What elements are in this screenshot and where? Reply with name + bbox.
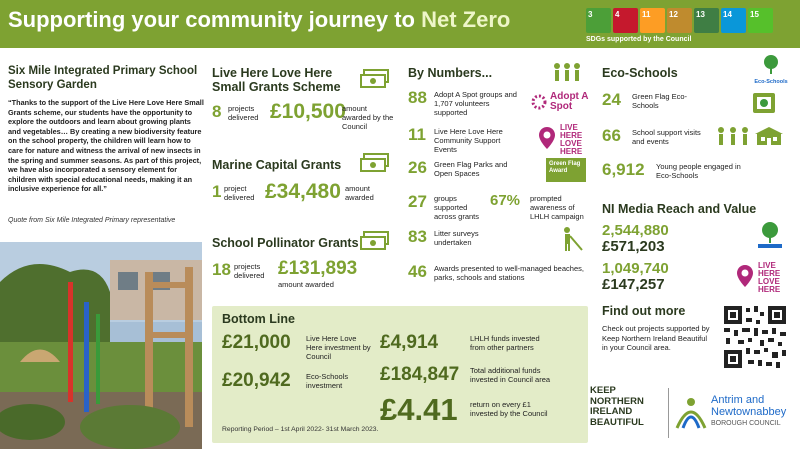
qr-code-icon[interactable] — [722, 304, 788, 370]
council-logo: Antrim and Newtownabbey BOROUGH COUNCIL — [668, 388, 796, 438]
sdg-11-icon: 11 — [640, 8, 665, 33]
media-heading: NI Media Reach and Value — [602, 202, 757, 216]
money-icon — [360, 68, 390, 90]
page-title: Supporting your community journey to Net Zero — [8, 7, 511, 32]
lhlh-logo: LIVE HERE LOVE HERE — [560, 123, 583, 156]
bn-awards-num: 46 — [408, 262, 427, 281]
sdg-3-icon: 3 — [586, 8, 611, 33]
header-banner — [0, 0, 800, 48]
bottom-line-heading: Bottom Line — [222, 312, 295, 326]
reporting-period: Reporting Period – 1st April 2022- 31st March 2023. — [222, 426, 379, 433]
location-pin-icon — [538, 126, 556, 150]
by-numbers-heading: By Numbers... — [408, 66, 493, 80]
sdg-13-icon: 13 — [694, 8, 719, 33]
location-pin-icon — [736, 264, 754, 288]
eco-young-num: 6,912 — [602, 160, 645, 179]
kni-logo: KEEP NORTHERN IRELAND BEAUTIFUL — [590, 385, 644, 428]
sdg-15-icon: 15 — [748, 8, 773, 33]
marine-grants-count-label: project delivered — [224, 184, 255, 202]
bn-litter-num: 83 — [408, 227, 427, 246]
money-icon — [360, 152, 390, 174]
bl-eco-investment-label: Eco-Schools investment — [306, 372, 349, 390]
bn-adopt-label: Adopt A Spot groups and 1,707 volunteers supported — [434, 90, 517, 117]
pollinator-grants-count-label: projects delivered — [234, 262, 265, 280]
sdg-12-icon: 12 — [667, 8, 692, 33]
bn-awards-label: Awards presented to well-managed beaches, parks, schools and stations — [434, 264, 584, 282]
media-lhlh-value: £147,257 — [602, 276, 665, 293]
pollinator-grants-count: 18 — [212, 260, 231, 279]
marine-grants-heading: Marine Capital Grants — [212, 158, 342, 172]
bl-total-funds: £184,847 — [380, 364, 460, 385]
media-eco-reach: 2,544,880 — [602, 222, 669, 239]
marine-grants-count: 1 — [212, 182, 222, 201]
eco-visits-label: School support visits and events — [632, 128, 701, 146]
eco-visits-num: 66 — [602, 126, 621, 145]
bn-events-num: 11 — [408, 125, 426, 144]
garden-photo — [0, 242, 202, 449]
find-out-more-heading: Find out more — [602, 304, 686, 318]
find-out-more-text: Check out projects supported by Keep Northern Ireland Beautiful in your Council area. — [602, 324, 710, 352]
bn-green-flag-num: 26 — [408, 158, 427, 177]
school-quote: “Thanks to the support of the Live Here Love Here Small Grants scheme, our students have the opportunity to explore the outdoors and learn about growing plants and vegetables… By creating a new biodiversity feature on the school property, the children will learn how to care for nature and witness the arrival of new insects in the spring and summer seasons. As part of this project, we have also incorporated a sensory element for children with special educational needs, making it an inclusive experience for all.” — [8, 98, 204, 194]
school-title: Six Mile Integrated Primary School Sensory Garden — [8, 65, 198, 91]
adopt-a-spot-logo: Adopt A Spot — [530, 92, 590, 112]
money-icon — [360, 230, 390, 252]
sdg-icons — [586, 8, 773, 33]
eco-young-label: Young people engaged in Eco-Schools — [656, 162, 741, 180]
adopt-a-spot-icon — [530, 93, 548, 111]
small-grants-count-label: projects delivered — [228, 104, 259, 122]
bn-adopt-num: 88 — [408, 88, 427, 107]
bn-green-flag-label: Green Flag Parks and Open Spaces — [434, 160, 508, 178]
eco-schools-logo: Eco-Schools — [752, 54, 790, 88]
media-eco-value: £571,203 — [602, 238, 665, 255]
bn-events-label: Live Here Love Here Community Support Events — [434, 127, 503, 154]
eco-schools-heading: Eco-Schools — [602, 66, 678, 80]
small-grants-amount-label: amount awarded by the Council — [342, 104, 394, 131]
school-building-icon — [754, 126, 784, 146]
pollinator-grants-heading: School Pollinator Grants — [212, 236, 359, 250]
sdg-14-icon: 14 — [721, 8, 746, 33]
sdg-caption: SDGs supported by the Council — [586, 36, 692, 43]
bn-groups-num: 27 — [408, 192, 427, 211]
bl-return: £4.41 — [380, 392, 458, 427]
marine-grants-amount: £34,480 — [265, 180, 341, 203]
bn-awareness-label: prompted awareness of LHLH campaign — [530, 194, 584, 221]
bl-lhlh-investment-label: Live Here Love Here investment by Council — [306, 334, 371, 361]
small-grants-count: 8 — [212, 102, 222, 121]
quote-source: Quote from Six Mile Integrated Primary representative — [8, 217, 176, 224]
eco-schools-logo-icon — [756, 220, 784, 250]
council-crest-icon — [673, 392, 709, 432]
bn-litter-label: Litter surveys undertaken — [434, 229, 479, 247]
media-lhlh-reach: 1,049,740 — [602, 260, 669, 277]
bl-eco-investment: £20,942 — [222, 370, 291, 391]
bl-partner-funds-label: LHLH funds invested from other partners — [470, 334, 540, 352]
lhlh-logo: LIVE HERE LOVE HERE — [758, 261, 781, 294]
bl-total-funds-label: Total additional funds invested in Council area — [470, 366, 551, 384]
green-flag-plaque-icon — [752, 92, 776, 114]
green-flag-logo: Green Flag Award — [546, 158, 586, 182]
small-grants-heading: Live Here Love Here Small Grants Scheme — [212, 66, 341, 94]
small-grants-amount: £10,500 — [270, 100, 346, 123]
pollinator-grants-amount: £131,893 — [278, 258, 358, 279]
eco-flags-label: Green Flag Eco-Schools — [632, 92, 688, 110]
sdg-4-icon: 4 — [613, 8, 638, 33]
bn-awareness-num: 67% — [490, 192, 521, 209]
bl-lhlh-investment: £21,000 — [222, 332, 291, 353]
bl-partner-funds: £4,914 — [380, 332, 439, 353]
pollinator-grants-amount-label: amount awarded — [278, 280, 334, 289]
litter-picker-icon — [560, 226, 584, 252]
people-icon — [552, 62, 582, 82]
eco-tree-icon — [759, 54, 783, 74]
eco-flags-num: 24 — [602, 90, 621, 109]
marine-grants-amount-label: amount awarded — [345, 184, 374, 202]
people-icon — [716, 126, 750, 146]
bl-return-label: return on every £1 invested by the Council — [470, 400, 548, 418]
bn-groups-label: groups supported across grants — [434, 194, 480, 221]
